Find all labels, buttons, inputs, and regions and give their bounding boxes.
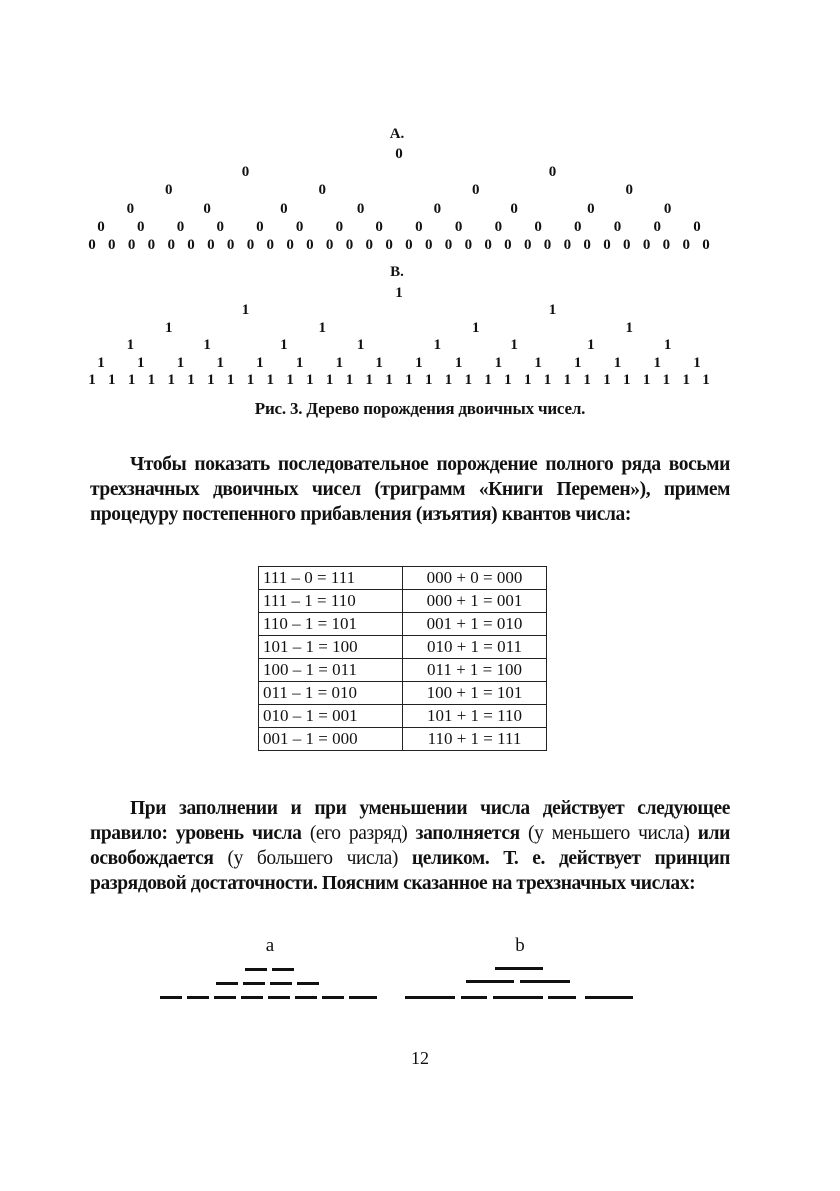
table-row (259, 682, 547, 705)
tree-node: 0 (127, 237, 136, 253)
tree-node: 0 (306, 237, 314, 253)
tree-node: 1 (444, 372, 453, 388)
level-dash (214, 996, 236, 999)
level-dash (243, 982, 265, 985)
tree-node: 1 (494, 354, 503, 371)
tree-node: 1 (97, 354, 105, 371)
tree-node: 1 (574, 354, 582, 371)
tree-node: 1 (682, 372, 690, 388)
tree-node: 1 (318, 319, 326, 336)
tree-node: 1 (603, 372, 611, 388)
tree-node: 1 (295, 354, 304, 371)
tree-node: 1 (693, 354, 701, 371)
tree-node: 0 (108, 237, 116, 253)
addition-cell: 010 + 1 = 011 (403, 636, 547, 659)
tree-node: 0 (663, 200, 672, 217)
tree-node: 1 (176, 354, 185, 371)
level-a-label: a (265, 935, 275, 956)
tree-node: 1 (147, 372, 156, 388)
level-dash (245, 968, 267, 971)
tree-node: 1 (226, 372, 235, 388)
tree-node: 1 (623, 372, 631, 388)
tree-node: 1 (534, 354, 542, 371)
operations-table (258, 566, 547, 751)
tree-node: 1 (464, 372, 473, 388)
tree-node: 1 (356, 337, 365, 354)
tree-node: 1 (504, 372, 512, 388)
tree-node: 0 (702, 237, 710, 253)
binary-tree-figure (0, 0, 840, 420)
tree-node: 1 (653, 354, 662, 371)
tree-node: 1 (415, 354, 423, 371)
tree-node: 0 (472, 182, 480, 199)
intro-paragraph (90, 452, 730, 527)
tree-node: 1 (433, 337, 442, 354)
tree-node: 1 (108, 372, 116, 388)
tree-node: 0 (444, 237, 453, 253)
rule-text-1: При заполнении и при уменьшении числа действует следующее правило: (90, 798, 730, 844)
tree-node: 0 (504, 237, 512, 253)
tree-node: 0 (207, 237, 215, 253)
table-row (259, 567, 547, 590)
tree-b-label: B. (390, 264, 404, 280)
tree-node: 0 (325, 237, 334, 253)
tree-node: 1 (266, 372, 274, 388)
level-diagram (0, 930, 840, 1020)
rule-emph-4: целиком (411, 848, 485, 869)
tree-node: 1 (543, 372, 552, 388)
subtraction-cell: 001 – 1 = 000 (259, 728, 403, 751)
tree-node: 0 (543, 237, 552, 253)
tree-node: 1 (365, 372, 374, 388)
tree-node: 0 (126, 200, 135, 217)
tree-node: 0 (97, 218, 105, 235)
tree-node: 1 (484, 372, 492, 388)
level-dash (241, 996, 263, 999)
tree-node: 1 (167, 372, 175, 388)
tree-node: 1 (126, 337, 135, 354)
rule-text-2: (его разряд) (301, 823, 416, 844)
page-number: 12 (411, 1048, 429, 1068)
tree-node: 1 (335, 354, 344, 371)
tree-node: 1 (702, 372, 710, 388)
tree-node: 1 (241, 302, 250, 319)
tree-node: 0 (295, 218, 304, 235)
tree-node: 1 (127, 372, 136, 388)
tree-node: 0 (256, 218, 264, 235)
tree-node: 0 (147, 237, 156, 253)
tree-node: 0 (424, 237, 433, 253)
rule-emph-3: или освобождается (90, 823, 730, 869)
tree-node: 1 (662, 372, 671, 388)
tree-node: 0 (642, 237, 651, 253)
tree-node: 0 (662, 237, 671, 253)
tree-node: 0 (395, 146, 403, 162)
tree-node: 1 (548, 302, 557, 319)
level-dash (585, 996, 633, 999)
addition-cell: 000 + 1 = 001 (403, 590, 547, 613)
tree-node: 1 (345, 372, 354, 388)
level-dash (297, 982, 319, 985)
table-row (259, 659, 547, 682)
tree-node: 0 (286, 237, 294, 253)
table-row (259, 613, 547, 636)
tree-node: 0 (365, 237, 374, 253)
tree-node: 0 (246, 237, 255, 253)
tree-node: 1 (424, 372, 433, 388)
subtraction-cell: 100 – 1 = 011 (259, 659, 403, 682)
rule-paragraph (90, 796, 730, 896)
table-row (259, 728, 547, 751)
level-dash (520, 980, 570, 983)
subtraction-cell: 101 – 1 = 100 (259, 636, 403, 659)
tree-node: 0 (165, 182, 173, 199)
level-dash (270, 982, 292, 985)
tree-node: 0 (613, 218, 622, 235)
tree-node: 1 (325, 372, 334, 388)
tree-node: 1 (613, 354, 622, 371)
tree-node: 0 (574, 218, 582, 235)
tree-node: 1 (246, 372, 255, 388)
tree-node: 1 (583, 372, 591, 388)
addition-cell: 101 + 1 = 110 (403, 705, 547, 728)
tree-node: 1 (88, 372, 96, 388)
tree-node: 0 (548, 164, 557, 181)
tree-node: 1 (136, 354, 145, 371)
tree-node: 0 (433, 200, 442, 217)
tree-node: 1 (207, 372, 215, 388)
tree-node: 0 (415, 218, 423, 235)
tree-node: 1 (454, 354, 463, 371)
subtraction-cell: 010 – 1 = 001 (259, 705, 403, 728)
level-dash (461, 996, 487, 999)
level-dash (268, 996, 290, 999)
rule-text-4: (у большего числа) (213, 848, 412, 869)
tree-node: 1 (587, 337, 595, 354)
tree-node: 0 (653, 218, 662, 235)
tree-node: 1 (187, 372, 195, 388)
tree-node: 1 (405, 372, 413, 388)
tree-node: 0 (203, 200, 211, 217)
tree-node: 0 (534, 218, 542, 235)
tree-node: 0 (88, 237, 96, 253)
tree-node: 0 (583, 237, 591, 253)
tree-node: 0 (405, 237, 413, 253)
tree-node: 0 (266, 237, 274, 253)
level-dash (495, 967, 543, 970)
tree-node: 1 (256, 354, 264, 371)
tree-node: 1 (642, 372, 651, 388)
level-dash (466, 980, 514, 983)
tree-node: 0 (345, 237, 354, 253)
tree-node: 1 (663, 337, 672, 354)
rule-emph-2: заполняется (415, 823, 520, 844)
addition-cell: 100 + 1 = 101 (403, 682, 547, 705)
figure-caption: Рис. 3. Дерево порождения двоичных чисел. (254, 399, 586, 418)
tree-node: 0 (216, 218, 224, 235)
tree-node: 0 (385, 237, 393, 253)
tree-node: 1 (385, 372, 393, 388)
tree-node: 1 (395, 285, 403, 301)
addition-cell: 011 + 1 = 100 (403, 659, 547, 682)
table-row (259, 705, 547, 728)
tree-node: 0 (226, 237, 235, 253)
level-dash (493, 996, 543, 999)
tree-node: 0 (464, 237, 473, 253)
tree-node: 0 (335, 218, 344, 235)
tree-node: 0 (494, 218, 503, 235)
tree-node: 0 (603, 237, 611, 253)
tree-node: 1 (216, 354, 224, 371)
tree-node: 0 (523, 237, 532, 253)
level-dash (405, 996, 455, 999)
tree-node: 0 (356, 200, 365, 217)
intro-text: Чтобы показать последовательное порождение полного ряда восьми трехзначных двоичных чисел (триграмм «Книги Перемен»), примем процедуру постепенного прибавления (изъятия) квантов числа: (90, 454, 730, 525)
table-row (259, 590, 547, 613)
level-dash (322, 996, 344, 999)
table-row (259, 636, 547, 659)
tree-node: 1 (563, 372, 572, 388)
rule-text-3: (у меньшего числа) (519, 823, 698, 844)
addition-cell: 110 + 1 = 111 (403, 728, 547, 751)
rule-emph-1: уровень числа (175, 823, 302, 844)
tree-node: 1 (306, 372, 314, 388)
tree-node: 1 (165, 319, 173, 336)
tree-node: 0 (454, 218, 463, 235)
tree-node: 0 (176, 218, 185, 235)
tree-node: 0 (375, 218, 383, 235)
addition-cell: 000 + 0 = 000 (403, 567, 547, 590)
level-b-label: b (515, 935, 525, 956)
tree-node: 0 (318, 182, 326, 199)
rule-text-5: . Т. е. действует принцип разрядовой достаточности. Поясним сказанное на трехзначных числах: (90, 848, 730, 894)
tree-node: 0 (625, 182, 633, 199)
level-dash (295, 996, 317, 999)
tree-node: 0 (563, 237, 572, 253)
tree-node: 1 (523, 372, 532, 388)
tree-node: 1 (203, 337, 211, 354)
tree-node: 0 (167, 237, 175, 253)
tree-node: 1 (375, 354, 383, 371)
tree-node: 0 (682, 237, 690, 253)
tree-node: 1 (510, 337, 518, 354)
tree-node: 0 (484, 237, 492, 253)
subtraction-cell: 110 – 1 = 101 (259, 613, 403, 636)
tree-node: 0 (136, 218, 145, 235)
tree-node: 0 (623, 237, 631, 253)
level-dash (216, 982, 238, 985)
tree-node: 1 (286, 372, 294, 388)
tree-node: 0 (693, 218, 701, 235)
level-dash (272, 968, 294, 971)
level-dash (187, 996, 209, 999)
level-dash (548, 996, 576, 999)
tree-node: 1 (625, 319, 633, 336)
level-dash (160, 996, 182, 999)
tree-node: 1 (472, 319, 480, 336)
tree-node: 0 (241, 164, 250, 181)
tree-node: 0 (510, 200, 518, 217)
subtraction-cell: 011 – 1 = 010 (259, 682, 403, 705)
addition-cell: 001 + 1 = 010 (403, 613, 547, 636)
subtraction-cell: 111 – 1 = 110 (259, 590, 403, 613)
tree-node: 0 (280, 200, 288, 217)
tree-a-label: A. (389, 126, 405, 142)
tree-node: 1 (280, 337, 288, 354)
subtraction-cell: 111 – 0 = 111 (259, 567, 403, 590)
tree-node: 0 (587, 200, 595, 217)
tree-node: 0 (187, 237, 195, 253)
level-dash (349, 996, 377, 999)
